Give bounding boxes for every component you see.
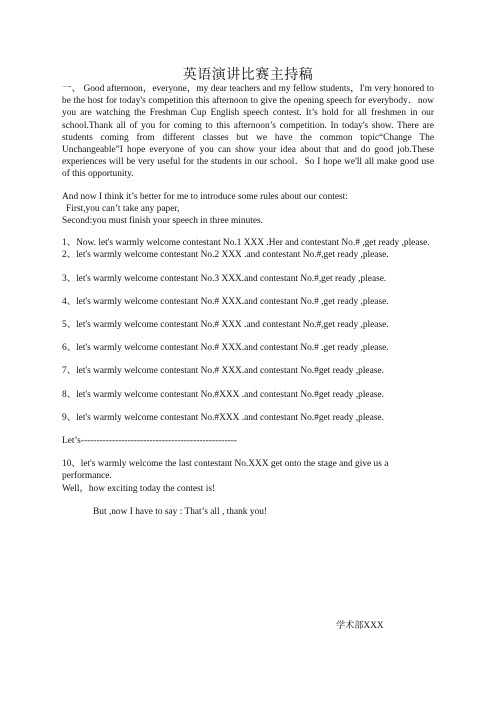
lets-line: Let’s-------------------------------------------------- bbox=[62, 436, 237, 447]
well-line: Well，how exciting today the contest is! bbox=[62, 483, 216, 494]
contestant-item-9: 9、let's warmly welcome contestant No.#XXX .and contestant No.#get ready ,please. bbox=[62, 412, 384, 423]
closing-line: But ,now I have to say : That’s all , thank you! bbox=[93, 506, 268, 517]
contestant-item-3: 3、let's warmly welcome contestant No.3 XXX.and contestant No.#,get ready ,please. bbox=[62, 273, 387, 284]
document-body bbox=[62, 83, 434, 518]
intro-paragraph: 一、 Good afternoon，everyone，my dear teachers and my fellow students，I'm very honored to be the host for today's competition this afternoon to give the opening speech for everybody．now you are watching the Freshman Cup English speech contest. It’s hold for all freshmen in our school.Thank all of you for coming to this afternoon’s competition. In today's show. There are students coming from different classes but we have the common topic“Change The Unchangeable”I hope everyone of you can show your idea about that and do good job.These experiences will be very useful for the students in our school．So I hope we'll all make good use of this opportunity. bbox=[62, 84, 434, 180]
contestant-item-5: 5、let's warmly welcome contestant No.# XXX .and contestant No.#,get ready ,please. bbox=[62, 320, 389, 331]
contestant-item-6: 6、let's warmly welcome contestant No.# XXX.and contestant No.# .get ready ,please. bbox=[62, 343, 389, 354]
signature: 学术部XXX bbox=[336, 620, 384, 630]
rules-intro: And now I think it’s better for me to introduce some rules about our contest: bbox=[62, 191, 348, 202]
contestant-item-1: 1、Now. let's warmly welcome contestant No.1 XXX .Her and contestant No.# ,get ready ,please. bbox=[62, 238, 430, 249]
contestant-item-8: 8、let's warmly welcome contestant No.#XXX .and contestant No.#get ready ,please. bbox=[62, 389, 384, 400]
contestant-item-10: 10、let's warmly welcome the last contestant No.XXX get onto the stage and give us a performance. bbox=[62, 459, 389, 482]
document-title: 英语演讲比赛主持稿 bbox=[182, 68, 314, 83]
contestant-item-2: 2、let's warmly welcome contestant No.2 XXX .and contestant No.#,get ready ,please. bbox=[62, 250, 389, 261]
rule-first: First,you can’t take any paper, bbox=[66, 203, 180, 214]
rule-second: Second:you must finish your speech in three minutes. bbox=[62, 216, 264, 227]
contestant-item-7: 7、let's warmly welcome contestant No.# XXX.and contestant No.#get ready ,please. bbox=[62, 366, 384, 377]
contestant-item-4: 4、let's warmly welcome contestant No.# XXX.and contestant No.# ,get ready ,please. bbox=[62, 296, 389, 307]
